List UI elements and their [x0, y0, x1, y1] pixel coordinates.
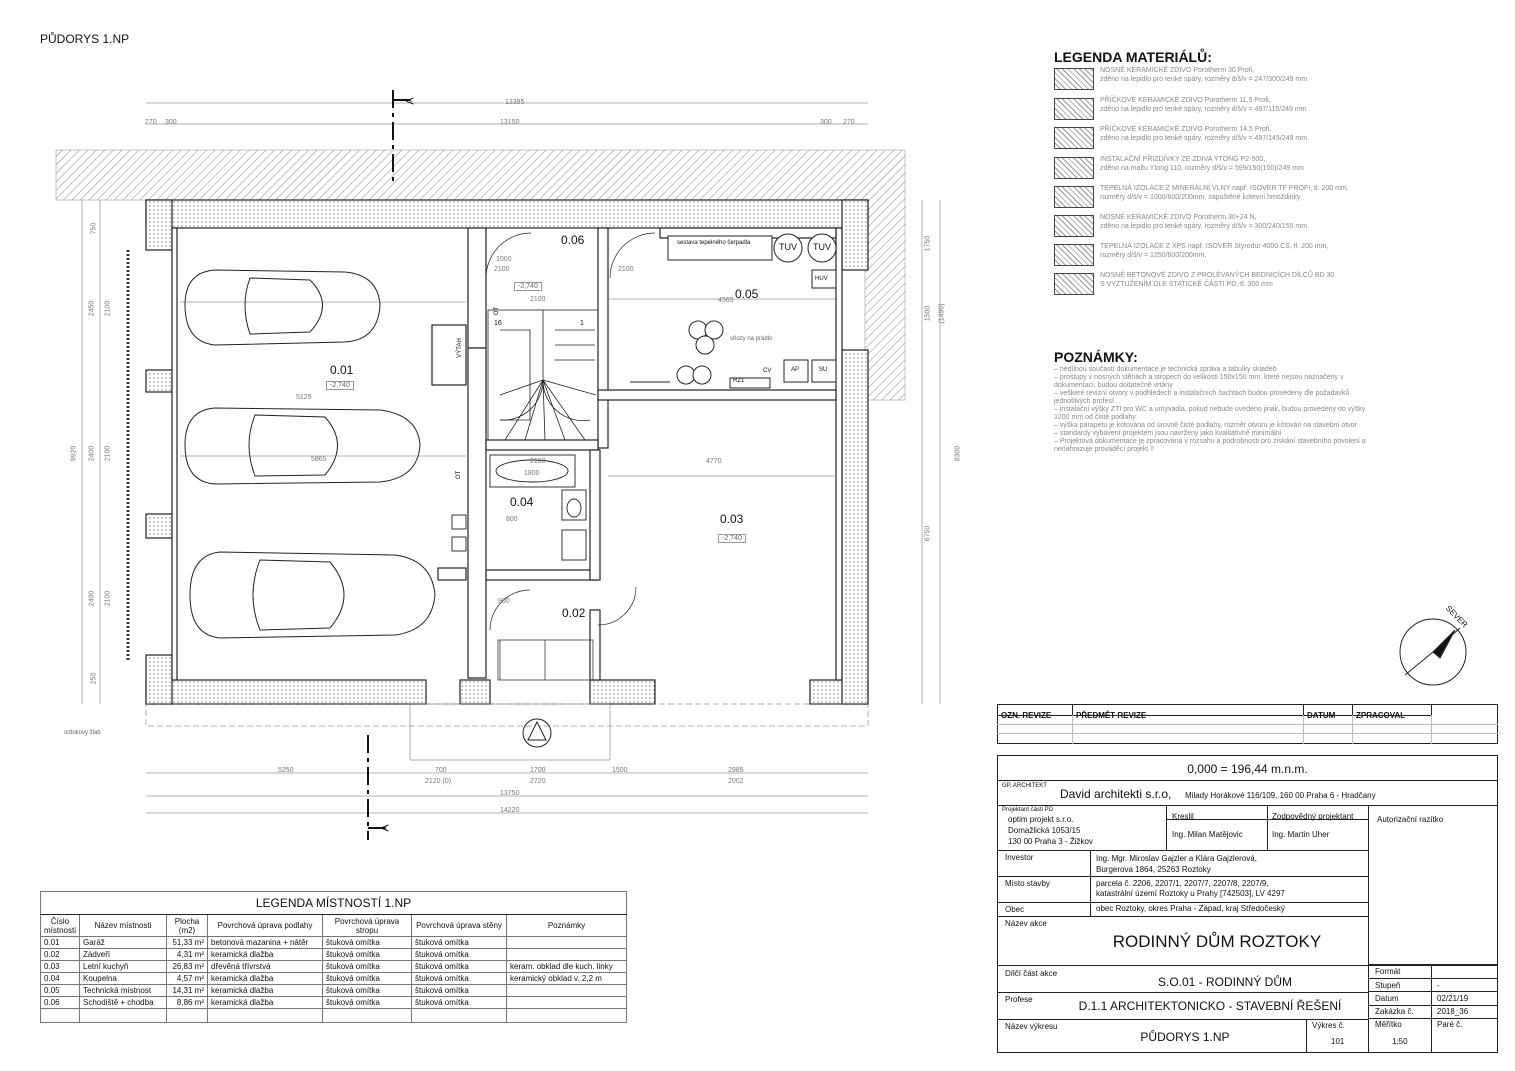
dim-inner-11: 800 — [506, 516, 518, 523]
table-row: 0.05 Technická místnost 14,31 m² keramická dlažba štuková omítka štuková omítka — [41, 985, 627, 997]
dim-bottom-8: 2002 — [728, 778, 744, 785]
note-item: – Projektová dokumentace je zpracována v rozsahu a podrobnosti pro získání stavebního povolení a nenahrazuje prováděcí projekt !! — [1054, 438, 1366, 453]
dim-left-8: 250 — [90, 672, 98, 685]
dim-bottom-9: 13750 — [500, 790, 520, 797]
dim-inner-1: 2100 — [530, 296, 546, 303]
col-header: Název místnosti — [80, 915, 167, 937]
revision-header-id: OZN. REVIZE — [1001, 711, 1052, 720]
dim-inner-5: 5865 — [311, 456, 327, 463]
section-mark-top: A — [404, 97, 417, 105]
table-row: 0.04 Koupelna 4,57 m² keramická dlažba štuková omítka štuková omítka keramický obklad v. 2,2 m — [41, 973, 627, 985]
revision-header-subject: PŘEDMĚT REVIZE — [1076, 711, 1147, 720]
order-value: 2018_36 — [1437, 1007, 1469, 1016]
material-swatch — [1054, 186, 1094, 208]
dim-top-2: 13150 — [500, 119, 520, 126]
heat-pump-label: sestava tepelného čerpadla — [677, 240, 751, 246]
table-row: 0.06 Schodiště + chodba 8,86 m² keramická dlažba štuková omítka štuková omítka — [41, 997, 627, 1009]
table-row: 0.03 Letní kuchyň 26,83 m² dřevěná třívrstvá štuková omítka štuková omítka keram. obklad dle kuch. linky — [41, 961, 627, 973]
drawing-number-label: Výkres č. — [1312, 1021, 1345, 1030]
note-item: – standardy vybavení projektem jsou navrženy jako kvalitativně minimální — [1054, 430, 1282, 437]
material-swatch — [1054, 127, 1094, 149]
note-item: – instalační výšky ZTI pro WC a umyvadla, pokud nebude uvedeno jinak, budou provedeny do výšky 1200 mm od čisté podlahy — [1054, 406, 1366, 421]
pd-company: optim projekt s.r.o. — [1008, 815, 1074, 824]
north-label: SEVER — [1443, 603, 1470, 630]
dim-inner-10: 2100 — [530, 458, 546, 465]
dim-inner-9: 900 — [498, 598, 510, 605]
material-legend-item: NOSNÉ KERAMICKÉ ZDIVO Porotherm 30 Profi, zděno na lepidlo pro tenké spáry, rozměry d/š/v = 247/300/249 mm — [1054, 66, 1474, 92]
dim-right-3: (1490) — [938, 303, 946, 324]
rz1-label: RZ1 — [733, 378, 745, 384]
authorization-stamp: Autorizační razítko — [1368, 805, 1498, 965]
note-item: – prostupy v nosných stěnách a stropech do velikosti 150x150 mm, které nejsou naznačeny v dokumentaci, budou dodatečně vrtány — [1054, 374, 1344, 389]
su-label: SU — [819, 367, 828, 373]
part-name: S.O.01 - RODINNÝ DŮM — [1157, 975, 1292, 989]
ap-label: AP — [791, 367, 800, 373]
dim-inner-12: 1800 — [524, 470, 540, 477]
dim-bottom-5: 2985 — [728, 767, 744, 774]
room-level-003: -2,740 — [718, 534, 746, 543]
drawing-name: PŮDORYS 1.NP — [1140, 1030, 1230, 1044]
north-arrow — [1400, 619, 1466, 685]
revision-header-author: ZPRACOVAL — [1356, 711, 1406, 720]
drawn-by-name: Ing. Milan Matějovic — [1172, 830, 1243, 839]
copy-label: Paré č. — [1437, 1020, 1463, 1029]
dim-inner-2: 4770 — [706, 458, 722, 465]
dim-right-4: 6750 — [924, 525, 932, 542]
dim-inner-3: 4565 — [718, 297, 734, 304]
material-swatch — [1054, 215, 1094, 237]
responsible-label: Zodpovědný projektant — [1272, 812, 1354, 821]
huv-label: HUV — [815, 276, 828, 282]
table-row: 0.02 Zádveří 4,31 m² keramická dlažba štuková omítka štuková omítka — [41, 949, 627, 961]
dim-top-1: 13385 — [505, 99, 525, 106]
part-label: Dílčí část akce — [1005, 969, 1058, 978]
note-item: – nedílnou součástí dokumentace je technická zpráva a tabulky skladeb — [1054, 366, 1277, 373]
note-item: – veškeré revizní otvory v podhledech a instalačních šachtách budou provedeny dle požadavků jednotlivých profesí — [1054, 390, 1350, 405]
elevation-reference: 0,000 = 196,44 m.n.m. — [1187, 762, 1308, 776]
material-legend-item: NOSNÉ KERAMICKÉ ZDIVO Porotherm 30+24 N, zděno na lepidlo pro tenké spáry, rozměry d/š/v = 300/240/155 mm — [1054, 213, 1474, 239]
material-legend-item: NOSNÉ BETONOVÉ ZDIVO Z PROLÉVANÝCH BEDNICÍCH DÍLCŮ BD 30 S VYZTUŽENÍM DLE STATICKÉ ČÁSTI PD, tl. 300 mm — [1054, 271, 1474, 297]
dim-right-5: 8300 — [954, 445, 962, 462]
material-legend-item: INSTALAČNÍ PŘIZDÍVKY ZE ZDIVA YTONG P2-500, zděno na maltu Ytong 110, rozměry d/š/v = 599/150(100)/249 mm — [1054, 155, 1474, 181]
col-header: Poznámky — [507, 915, 627, 937]
dim-inner-8: 2100 — [618, 266, 634, 273]
material-legend-item: TEPELNÁ IZOLACE Z XPS např. ISOVER Styrodur 4000 CS, tl. 200 mm, rozměry d/š/v = 1250/600/200mm, — [1054, 242, 1474, 268]
table-row: 0.01 Garáž 51,33 m² betonová mazanina + nátěr štuková omítka štuková omítka — [41, 937, 627, 949]
action-name: RODINNÝ DŮM ROZTOKY — [1112, 932, 1322, 951]
dim-bottom-7: 2720 — [530, 778, 546, 785]
municipality: obec Roztoky, okres Praha - Západ, kraj Středočeský — [1096, 904, 1285, 913]
stage-label: Stupeň — [1375, 981, 1401, 990]
dim-bottom-4: 1500 — [612, 767, 628, 774]
investor-line1: Ing. Mgr. Miroslav Gajzler a Klára Gajzlerová, — [1096, 854, 1257, 863]
drawing-number: 101 — [1331, 1037, 1345, 1046]
dim-left-2: 2450 — [88, 300, 96, 317]
stair-bottom-label: 1 — [580, 320, 584, 327]
car-2 — [185, 408, 420, 484]
material-legend-item: PŘÍČKOVÉ KERAMICKÉ ZDIVO Porotherm 14,5 Profi, zděno na lepidlo pro tenké spáry, rozměry d/š/v = 497/145/249 mm — [1054, 125, 1474, 151]
investor-label: Investor — [1005, 853, 1034, 862]
municipality-label: Obec — [1005, 905, 1025, 914]
room-legend-table — [40, 891, 627, 1023]
tuv-label-2: TUV — [813, 242, 831, 252]
room-legend-title: LEGENDA MÍSTNOSTÍ 1.NP — [41, 892, 627, 915]
col-header: Povrchová úprava podlahy — [208, 915, 323, 937]
dim-inner-4: 5125 — [296, 394, 312, 401]
dim-left-3: 2100 — [104, 300, 112, 317]
architect-name: David architekti s.r.o, — [1060, 787, 1172, 801]
room-number-002: 0.02 — [562, 606, 586, 620]
cv-label: CV — [763, 368, 772, 374]
room-number-005: 0.05 — [735, 287, 759, 301]
architect-address: Milady Horákové 116/109, 160 00 Praha 6 - Hradčany — [1185, 791, 1376, 800]
responsible-name: Ing. Martin Uher — [1272, 830, 1330, 839]
dim-right-1: 1750 — [924, 235, 932, 252]
car-3 — [190, 552, 435, 638]
format-label: Formát — [1375, 967, 1401, 976]
section-mark-bottom: A — [379, 824, 392, 832]
dim-inner-7: 2100 — [494, 266, 510, 273]
drawing-title: PŮDORYS 1.NP — [40, 32, 130, 46]
tech-equipment — [630, 234, 836, 388]
room-level-001: -2,740 — [326, 381, 354, 390]
room-number-006: 0.06 — [561, 233, 585, 247]
drawing-name-label: Název výkresu — [1005, 1022, 1058, 1031]
dim-bottom-2: 700 — [435, 767, 447, 774]
dim-bottom-1: 5250 — [278, 767, 294, 774]
pd-street: Domažlická 1053/15 — [1008, 826, 1081, 835]
pd-label: Projektant části PD — [1002, 807, 1054, 813]
material-swatch — [1054, 157, 1094, 179]
dim-left-9: 9920 — [70, 445, 78, 462]
order-label: Zakázka č. — [1375, 1007, 1414, 1016]
dim-bottom-3: 1700 — [530, 767, 546, 774]
dim-left-6: 2400 — [88, 590, 96, 607]
note-item: – výška parapetu je kótována od úrovně čisté podlahy, rozměr otvoru je kótován na stavební otvor — [1054, 422, 1357, 429]
dim-inner-6: 1000 — [496, 256, 512, 263]
dryer-label: sňozy na prádlo — [730, 336, 773, 342]
dim-top-6: 270 — [843, 119, 855, 126]
notes-title: POZNÁMKY: — [1054, 349, 1138, 365]
notes-list — [1054, 366, 1454, 454]
revision-header-date: DATUM — [1307, 711, 1336, 720]
material-swatch — [1054, 273, 1094, 295]
entrance-arrow — [523, 719, 551, 747]
site-line2: katastrální území Roztoky u Prahy [742503], LV 4297 — [1096, 889, 1285, 898]
scale-value: 1:50 — [1392, 1037, 1408, 1046]
col-header: Povrchová úprava stěny — [412, 915, 507, 937]
col-header: Plocha (m2) — [167, 915, 208, 937]
staircase — [488, 310, 598, 440]
stage-value: - — [1437, 981, 1440, 990]
cars — [185, 270, 435, 638]
col-header: Číslo místnosti — [41, 915, 80, 937]
dim-left-4: 2400 — [88, 445, 96, 462]
dim-top-4: 300 — [165, 119, 177, 126]
pd-city: 130 00 Praha 3 - Žižkov — [1008, 837, 1093, 846]
material-legend-item: TEPELNÁ IZOLACE Z MINERÁLNÍ VLNY např. ISOVER TF PROFI, tl. 200 mm, rozměry d/š/v = 1000/600/200mm, zapuštěné kotevní hmoždinky — [1054, 184, 1474, 210]
car-1 — [185, 270, 380, 345]
dim-top-5: 300 — [820, 119, 832, 126]
material-swatch — [1054, 244, 1094, 266]
architect-label: GP, ARCHITEKT — [1002, 783, 1047, 789]
material-legend-item: PŘÍČKOVÉ KERAMICKÉ ZDIVO Porotherm 11,5 Profi, zděno na lepidlo pro tenké spáry, rozměry d/š/v = 497/115/249 mm — [1054, 96, 1474, 122]
dim-right-2: 1500 — [924, 305, 932, 322]
material-swatch — [1054, 98, 1094, 120]
site-line1: parcela č. 2206, 2207/1, 2207/7, 2207/8, 2207/9, — [1096, 879, 1269, 888]
stair-top-label: 16 — [494, 320, 502, 327]
dim-bottom-10: 14220 — [500, 807, 520, 814]
room-number-004: 0.04 — [510, 495, 534, 509]
material-swatch — [1054, 68, 1094, 90]
ot-label-2: OT — [456, 470, 463, 480]
date-label: Datum — [1375, 994, 1399, 1003]
site-label: Místo stavby — [1005, 879, 1050, 888]
material-legend-title: LEGENDA MATERIÁLŮ: — [1054, 49, 1212, 65]
dim-left-7: 2100 — [104, 590, 112, 607]
scale-label: Měřítko — [1375, 1020, 1402, 1029]
dim-bottom-6: 2120 (0) — [425, 778, 452, 785]
drawn-by-label: Kreslil — [1172, 812, 1194, 821]
profession-label: Profese — [1005, 995, 1033, 1004]
date-value: 02/21/19 — [1437, 994, 1469, 1003]
col-header: Povrchová úprava stropu — [323, 915, 412, 937]
dim-left-5: 2100 — [104, 445, 112, 462]
action-label: Název akce — [1005, 919, 1047, 928]
room-number-003: 0.03 — [720, 512, 744, 526]
ot-label-1: OT — [494, 306, 501, 316]
room-number-001: 0.01 — [330, 363, 354, 377]
dim-left-1: 750 — [90, 222, 98, 235]
profession-name: D.1.1 ARCHITEKTONICKO - STAVEBNÍ ŘEŠENÍ — [1078, 999, 1342, 1013]
investor-line2: Burgerova 1864, 25263 Roztoky — [1096, 865, 1211, 874]
gutter-label: odtokový žlab — [64, 730, 101, 736]
dim-top-3: 270 — [145, 119, 157, 126]
elevator-label: VÝTAH — [456, 338, 463, 358]
room-level-006: -2,740 — [514, 282, 542, 291]
tuv-label-1: TUV — [779, 242, 797, 252]
